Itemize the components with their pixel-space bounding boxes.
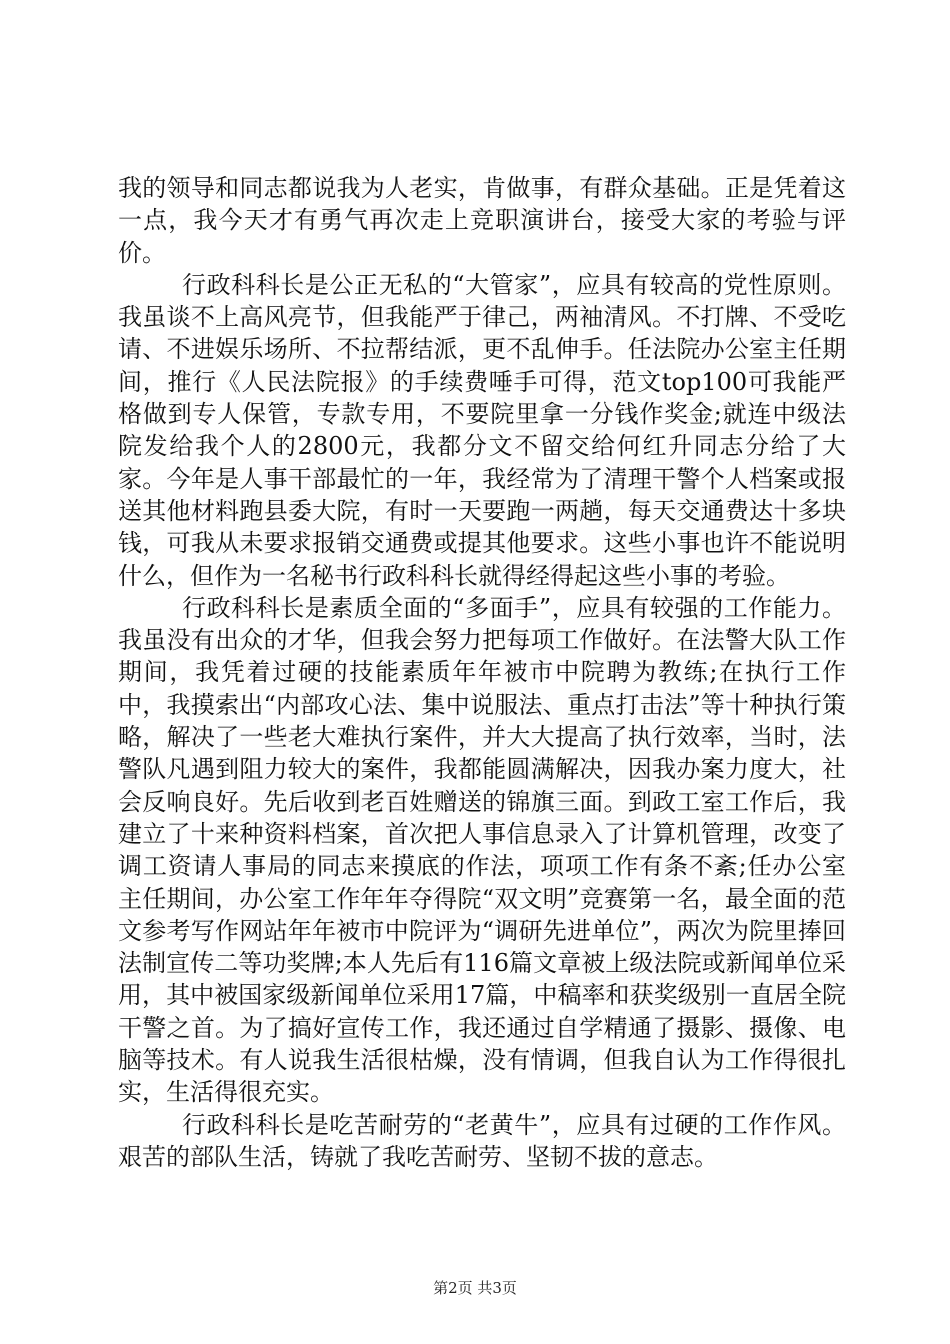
- paragraph-4: 行政科科长是吃苦耐劳的“老黄牛”，应具有过硬的工作作风。艰苦的部队生活，铸就了我吃苦耐劳、坚韧不拔的意志。: [118, 1110, 846, 1171]
- document-body: [118, 172, 846, 1173]
- paragraph-3: 行政科科长是素质全面的“多面手”，应具有较强的工作能力。我虽没有出众的才华，但我会努力把每项工作做好。在法警大队工作期间，我凭着过硬的技能素质年年被市中院聘为教练;在执行工作中，我摸索出“内部攻心法、集中说服法、重点打击法”等十种执行策略，解决了一些老大难执行案件，并大大提高了执行效率，当时，法警队凡遇到阻力较大的案件，我都能圆满解决，因我办案力度大，社会反响良好。先后收到老百姓赠送的锦旗三面。到政工室工作后，我建立了十来种资料档案，首次把人事信息录入了计算机管理，改变了调工资请人事局的同志来摸底的作法，项项工作有条不紊;任办公室主任期间，办公室工作年年夺得院“双文明”竞赛第一名，最全面的范文参考写作网站年年被市中院评为“调研先进单位”，两次为院里捧回法制宣传二等功奖牌;本人先后有116篇文章被上级法院或新闻单位采用，其中被国家级新闻单位采用17篇，中稿率和获奖级别一直居全院干警之首。为了搞好宣传工作，我还通过自学精通了摄影、摄像、电脑等技术。有人说我生活很枯燥，没有情调，但我自认为工作得很扎实，生活得很充实。: [118, 593, 846, 1107]
- paragraph-2: 行政科科长是公正无私的“大管家”，应具有较高的党性原则。我虽谈不上高风亮节，但我能严于律己，两袖清风。不打牌、不受吃请、不进娱乐场所、不拉帮结派，更不乱伸手。任法院办公室主任期间，推行《人民法院报》的手续费唾手可得，范文top100可我能严格做到专人保管，专款专用，不要院里拿一分钱作奖金;就连中级法院发给我个人的2800元，我都分文不留交给何红升同志分给了大家。今年是人事干部最忙的一年，我经常为了清理干警个人档案或报送其他材料跑县委大院，有时一天要跑一两趟，每天交通费达十多块钱，可我从未要求报销交通费或提其他要求。这些小事也许不能说明什么，但作为一名秘书行政科科长就得经得起这些小事的考验。: [118, 270, 846, 590]
- page-number-footer: 第2页 共3页: [433, 1279, 517, 1297]
- paragraph-1: 我的领导和同志都说我为人老实，肯做事，有群众基础。正是凭着这一点，我今天才有勇气再次走上竞职演讲台，接受大家的考验与评价。: [118, 174, 846, 267]
